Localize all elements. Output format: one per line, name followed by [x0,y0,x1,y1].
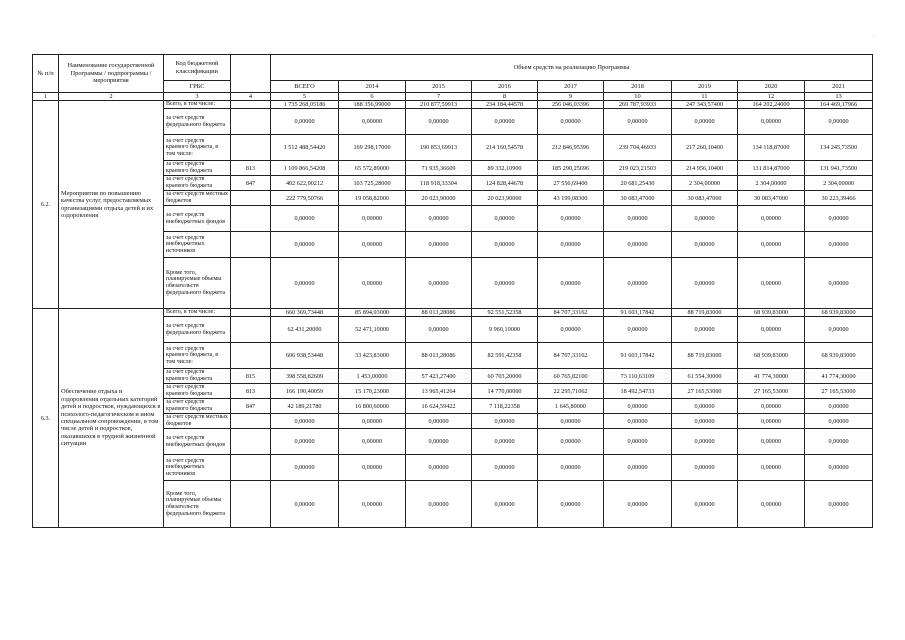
value-year-2020: 30 083,47000 [738,191,805,206]
value-year-2014: 33 423,83000 [339,343,406,369]
value-year-2017: 27 556,69400 [538,176,604,191]
value-year-2015: 210 877,59913 [406,101,472,109]
column-index-11: 11 [672,93,738,101]
value-year-2016: 0,00000 [472,258,538,309]
value-year-2017: 60 765,82100 [538,369,604,384]
value-year-2014: 15 170,23000 [339,384,406,399]
value-year-2021: 68 939,83000 [805,309,873,317]
value-year-2017: 84 707,33162 [538,343,604,369]
value-year-2016: 7 118,22358 [472,399,538,414]
value-year-2014: 0,00000 [339,232,406,258]
value-year-2021: 41 774,30000 [805,369,873,384]
value-year-2019: 0,00000 [672,481,738,528]
value-year-2021: 0,00000 [805,258,873,309]
header-year-2017: 2017 [538,81,604,93]
grbs-code: 815 [231,369,271,384]
value-year-2021: 0,00000 [805,414,873,429]
grbs-code [231,206,271,232]
table-row [33,101,873,109]
value-year-2015: 0,00000 [406,481,472,528]
column-index-5: 5 [271,93,339,101]
value-total: 0,00000 [271,109,339,135]
grbs-code [231,414,271,429]
value-year-2015: 20 023,90000 [406,191,472,206]
value-year-2017: 0,00000 [538,232,604,258]
value-year-2015: 71 935,36609 [406,161,472,176]
funding-source-label: за счет средств внебюджетных источников [164,232,231,258]
value-year-2014: 85 894,93000 [339,309,406,317]
column-index-1: 1 [33,93,59,101]
value-year-2021: 0,00000 [805,206,873,232]
value-year-2016: 92 551,52358 [472,309,538,317]
value-year-2016: 0,00000 [472,232,538,258]
value-year-2018: 20 681,25430 [604,176,672,191]
value-year-2021: 0,00000 [805,317,873,343]
value-total: 1 735 268,05186 [271,101,339,109]
value-year-2018: 0,00000 [604,317,672,343]
value-year-2019: 0,00000 [672,455,738,481]
grbs-code [231,481,271,528]
value-year-2019: 0,00000 [672,429,738,455]
grbs-code [231,429,271,455]
grbs-code [231,309,271,317]
value-year-2018: 18 492,54733 [604,384,672,399]
table-body [33,55,873,528]
value-total: 398 558,82609 [271,369,339,384]
value-year-2019: 30 083,47000 [672,191,738,206]
header-code: Код бюджетной классификации [164,55,231,81]
value-year-2017: 0,00000 [538,481,604,528]
section-name: Обеспечение отдыха и оздоровления отдельных категорий детей и подростков, нуждающихся в психолого-педагогическом и ином специальном сопровождении, в том числе детей и подростков, оказавшихся в трудной жизненной ситуации [59,309,164,528]
funding-source-label: Кроме того, планируемые объемы обязательств федерального бюджета [164,258,231,309]
value-year-2018: 30 083,47000 [604,191,672,206]
value-total: 166 190,40059 [271,384,339,399]
value-year-2020: 0,00000 [738,317,805,343]
value-year-2019: 88 719,83000 [672,309,738,317]
funding-source-label: за счет средств краевого бюджета [164,384,231,399]
funding-source-label: Всего, в том числе: [164,309,231,317]
grbs-code: 813 [231,384,271,399]
column-index-6: 6 [339,93,406,101]
grbs-code [231,455,271,481]
column-index-7: 7 [406,93,472,101]
column-index-row [33,93,873,101]
column-index-10: 10 [604,93,672,101]
value-year-2019: 214 956,10400 [672,161,738,176]
value-year-2014: 169 298,17000 [339,135,406,161]
value-year-2019: 0,00000 [672,232,738,258]
funding-source-label: за счет средств краевого бюджета [164,161,231,176]
value-total: 1 109 866,54208 [271,161,339,176]
value-year-2017: 0,00000 [538,317,604,343]
value-year-2021: 0,00000 [805,399,873,414]
value-year-2016: 20 023,90000 [472,191,538,206]
value-year-2017: 0,00000 [538,455,604,481]
value-year-2017: 43 199,08300 [538,191,604,206]
value-year-2021: 134 245,73500 [805,135,873,161]
header-year-2016: 2016 [472,81,538,93]
value-year-2017: 0,00000 [538,414,604,429]
value-year-2019: 27 165,53000 [672,384,738,399]
value-year-2014: 16 800,60000 [339,399,406,414]
value-year-2015: 0,00000 [406,414,472,429]
funding-source-label: за счет средств внебюджетных фондов [164,206,231,232]
section-name: Мероприятия по повышению качества услуг, предоставляемых организациями отдыха детей и их оздоровления [59,101,164,309]
funding-source-label: Всего, в том числе: [164,101,231,109]
program-funding-table-sheet [32,54,872,528]
value-year-2020: 0,00000 [738,414,805,429]
value-year-2017: 256 046,03396 [538,101,604,109]
value-year-2017: 0,00000 [538,258,604,309]
value-year-2019: 61 554,30000 [672,369,738,384]
value-total: 0,00000 [271,429,339,455]
column-index-8: 8 [472,93,538,101]
value-year-2021: 27 165,53000 [805,384,873,399]
value-year-2021: 0,00000 [805,232,873,258]
value-year-2016: 9 960,10000 [472,317,538,343]
value-year-2015: 88 013,28086 [406,309,472,317]
grbs-code [231,135,271,161]
header-num: № п/п [33,55,59,93]
value-year-2021: 164 469,17966 [805,101,873,109]
value-total: 1 512 488,54420 [271,135,339,161]
value-year-2018: 91 603,17842 [604,309,672,317]
value-year-2020: 0,00000 [738,481,805,528]
value-total: 222 779,50766 [271,191,339,206]
value-year-2015: 118 918,33304 [406,176,472,191]
value-year-2018: 73 110,63109 [604,369,672,384]
value-year-2019: 247 343,57400 [672,101,738,109]
value-year-2016: 0,00000 [472,206,538,232]
header-grbs: ГРБС [164,81,231,93]
value-year-2020: 0,00000 [738,232,805,258]
value-total: 0,00000 [271,414,339,429]
value-year-2019: 0,00000 [672,414,738,429]
value-year-2016: 60 703,20000 [472,369,538,384]
value-year-2018: 0,00000 [604,109,672,135]
grbs-code [231,317,271,343]
value-year-2015: 0,00000 [406,455,472,481]
table-row [33,309,873,317]
value-year-2019: 0,00000 [672,399,738,414]
value-year-2014: 103 725,28000 [339,176,406,191]
header-year-total: ВСЕГО [271,81,339,93]
value-year-2018: 0,00000 [604,232,672,258]
value-year-2021: 68 939,83000 [805,343,873,369]
value-year-2019: 217 260,10400 [672,135,738,161]
value-year-2020: 0,00000 [738,206,805,232]
funding-source-label: за счет средств внебюджетных источников [164,455,231,481]
column-index-3: 3 [164,93,231,101]
value-year-2016: 214 160,54578 [472,135,538,161]
value-year-2016: 0,00000 [472,481,538,528]
value-year-2019: 0,00000 [672,258,738,309]
value-year-2016: 0,00000 [472,455,538,481]
grbs-code [231,258,271,309]
value-total: 42 189,21780 [271,399,339,414]
funding-source-label: Кроме того, планируемые объемы обязательств федерального бюджета [164,481,231,528]
value-year-2019: 0,00000 [672,109,738,135]
header-year-2020: 2020 [738,81,805,93]
program-funding-table [32,54,873,528]
header-year-2015: 2015 [406,81,472,93]
value-year-2015: 0,00000 [406,232,472,258]
value-year-2017: 0,00000 [538,109,604,135]
value-year-2015: 0,00000 [406,258,472,309]
grbs-code [231,343,271,369]
value-year-2014: 0,00000 [339,206,406,232]
column-index-4: 4 [231,93,271,101]
section-number: 6.2. [33,101,59,309]
value-year-2017: 0,00000 [538,429,604,455]
corner-mark: · [873,34,875,40]
value-year-2017: 22 295,71062 [538,384,604,399]
value-year-2015: 0,00000 [406,109,472,135]
value-year-2017: 84 707,33162 [538,309,604,317]
funding-source-label: за счет средств федерального бюджета [164,317,231,343]
funding-source-label: за счет средств федерального бюджета [164,109,231,135]
value-year-2018: 0,00000 [604,399,672,414]
header-year-2014: 2014 [339,81,406,93]
value-year-2018: 0,00000 [604,481,672,528]
value-total: 62 431,20000 [271,317,339,343]
value-total: 0,00000 [271,206,339,232]
value-year-2014: 0,00000 [339,481,406,528]
value-year-2021: 0,00000 [805,481,873,528]
value-year-2015: 16 624,59422 [406,399,472,414]
value-year-2015: 57 423,27400 [406,369,472,384]
value-year-2019: 0,00000 [672,206,738,232]
value-year-2021: 0,00000 [805,455,873,481]
grbs-code [231,101,271,109]
value-total: 0,00000 [271,455,339,481]
value-year-2014: 188 356,99000 [339,101,406,109]
column-index-12: 12 [738,93,805,101]
column-index-2: 2 [59,93,164,101]
value-year-2020: 0,00000 [738,455,805,481]
value-year-2015: 13 965,41264 [406,384,472,399]
column-index-13: 13 [805,93,873,101]
value-year-2018: 0,00000 [604,206,672,232]
value-year-2016: 0,00000 [472,429,538,455]
section-number: 6.3. [33,309,59,528]
value-year-2020: 41 774,30000 [738,369,805,384]
value-year-2018: 0,00000 [604,414,672,429]
value-year-2014: 0,00000 [339,258,406,309]
funding-source-label: за счет средств краевого бюджета [164,369,231,384]
value-total: 402 622,00212 [271,176,339,191]
value-year-2015: 190 853,69913 [406,135,472,161]
value-year-2016: 234 184,44578 [472,101,538,109]
grbs-code [231,109,271,135]
value-year-2016: 124 828,44678 [472,176,538,191]
value-year-2018: 219 023,21503 [604,161,672,176]
value-year-2019: 2 304,00000 [672,176,738,191]
grbs-code [231,232,271,258]
funding-source-label: за счет средств краевого бюджета, в том числе: [164,135,231,161]
value-year-2020: 131 814,87000 [738,161,805,176]
value-year-2014: 19 058,82000 [339,191,406,206]
value-year-2016: 89 332,10900 [472,161,538,176]
funding-source-label: за счет средств краевого бюджета [164,176,231,191]
funding-source-label: за счет средств местных бюджетов [164,414,231,429]
value-total: 606 938,53448 [271,343,339,369]
value-year-2018: 0,00000 [604,455,672,481]
header-row-1 [33,55,873,81]
value-year-2020: 68 939,83000 [738,343,805,369]
value-total: 0,00000 [271,481,339,528]
grbs-code [231,191,271,206]
value-year-2020: 2 304,00000 [738,176,805,191]
value-year-2018: 269 787,93933 [604,101,672,109]
value-year-2018: 91 603,17842 [604,343,672,369]
column-index-9: 9 [538,93,604,101]
funding-source-label: за счет средств краевого бюджета, в том числе: [164,343,231,369]
grbs-code: 847 [231,399,271,414]
header-year-2019: 2019 [672,81,738,93]
value-year-2015: 0,00000 [406,317,472,343]
value-year-2016: 0,00000 [472,109,538,135]
value-total: 0,00000 [271,258,339,309]
funding-source-label: за счет средств краевого бюджета [164,399,231,414]
value-total: 660 369,73448 [271,309,339,317]
value-year-2020: 164 202,24000 [738,101,805,109]
value-year-2015: 0,00000 [406,206,472,232]
value-year-2018: 239 704,46933 [604,135,672,161]
value-year-2016: 82 591,42358 [472,343,538,369]
grbs-code: 813 [231,161,271,176]
value-year-2020: 0,00000 [738,258,805,309]
value-year-2014: 0,00000 [339,429,406,455]
value-year-2016: 0,00000 [472,414,538,429]
value-year-2016: 14 770,00000 [472,384,538,399]
value-year-2019: 88 719,83000 [672,343,738,369]
funding-source-label: за счет средств внебюджетных фондов [164,429,231,455]
value-year-2017: 1 645,80000 [538,399,604,414]
value-year-2020: 0,00000 [738,429,805,455]
header-year-2018: 2018 [604,81,672,93]
value-year-2014: 65 572,89000 [339,161,406,176]
value-year-2018: 0,00000 [604,258,672,309]
header-volume: Объем средств на реализацию Программы [271,55,873,81]
value-year-2014: 0,00000 [339,109,406,135]
value-year-2020: 0,00000 [738,399,805,414]
value-year-2017: 0,00000 [538,206,604,232]
value-year-2021: 0,00000 [805,429,873,455]
grbs-code: 847 [231,176,271,191]
value-year-2014: 0,00000 [339,414,406,429]
value-year-2014: 1 453,00000 [339,369,406,384]
value-year-2015: 88 013,28086 [406,343,472,369]
value-year-2021: 30 223,39466 [805,191,873,206]
header-year-2021: 2021 [805,81,873,93]
value-year-2018: 0,00000 [604,429,672,455]
value-year-2017: 185 290,25696 [538,161,604,176]
value-year-2020: 68 939,83000 [738,309,805,317]
header-name: Наименование государственной Программы / подпрограммы / мероприятия [59,55,164,93]
value-year-2014: 52 471,10000 [339,317,406,343]
funding-source-label: за счет средств местных бюджетов [164,191,231,206]
value-year-2021: 131 941,73500 [805,161,873,176]
value-total: 0,00000 [271,232,339,258]
value-year-2019: 0,00000 [672,317,738,343]
value-year-2020: 134 118,87000 [738,135,805,161]
value-year-2021: 0,00000 [805,109,873,135]
value-year-2015: 0,00000 [406,429,472,455]
value-year-2020: 0,00000 [738,109,805,135]
value-year-2020: 27 165,53000 [738,384,805,399]
value-year-2021: 2 304,00000 [805,176,873,191]
value-year-2017: 212 846,95396 [538,135,604,161]
value-year-2014: 0,00000 [339,455,406,481]
